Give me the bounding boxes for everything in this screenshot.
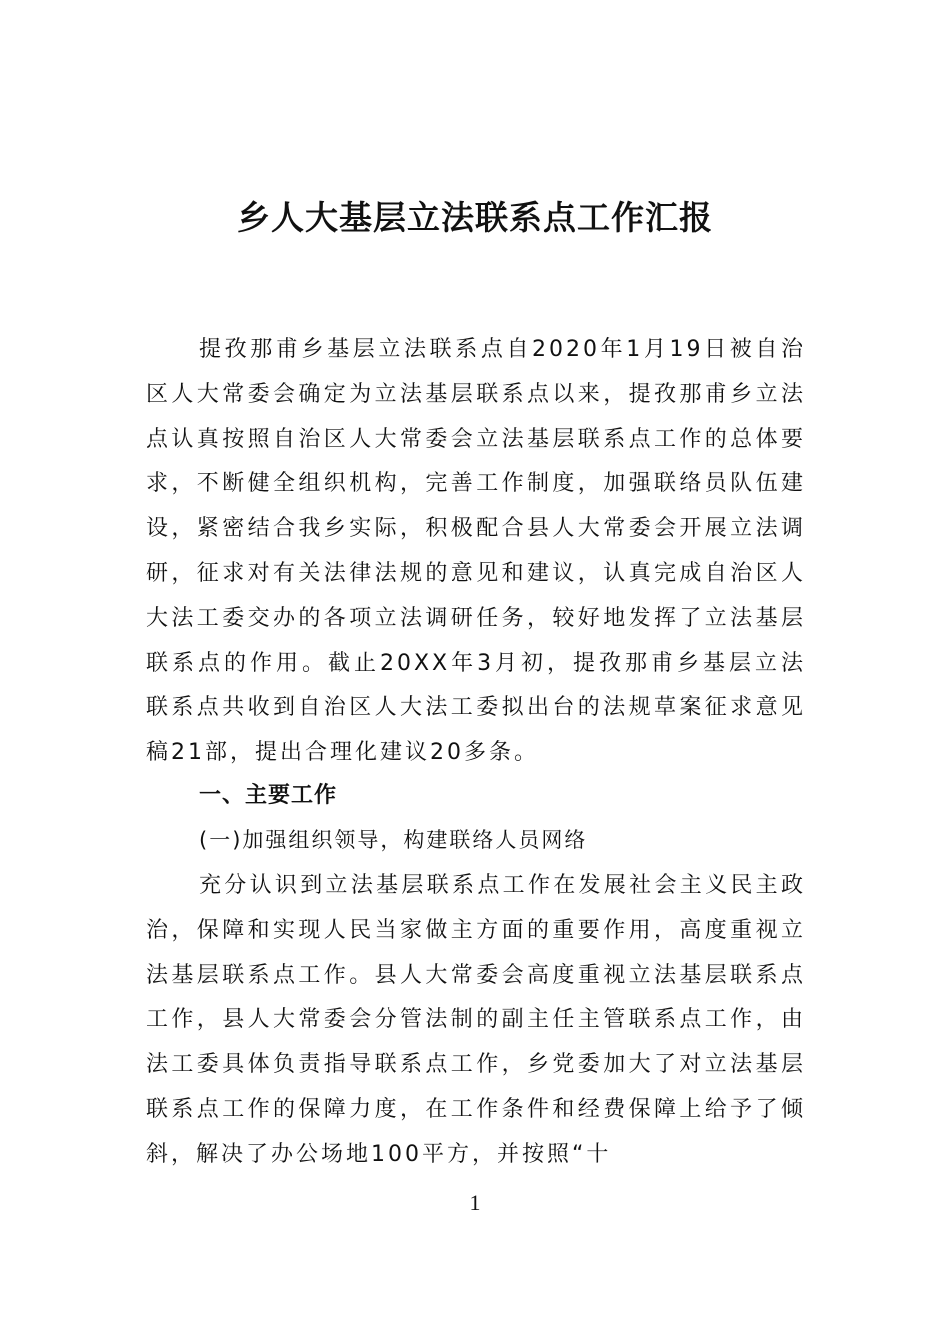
body-paragraph-block (146, 864, 806, 1178)
page-number: 1 (469, 1190, 481, 1215)
document-title: 乡人大基层立法联系点工作汇报 (237, 198, 713, 237)
intro-paragraph: 提孜那甫乡基层立法联系点自2020年1月19日被自治区人大常委会确定为立法基层联系点以来，提孜那甫乡立法点认真按照自治区人大常委会立法基层联系点工作的总体要求，不断健全组织机构，完善工作制度，加强联络员队伍建设，紧密结合我乡实际，积极配合县人大常委会开展立法调研，征求对有关法律法规的意见和建议，认真完成自治区人大法工委交办的各项立法调研任务，较好地发挥了立法基层联系点的作用。截止20XX年3月初，提孜那甫乡基层立法联系点共收到自治区人大法工委拟出台的法规草案征求意见稿21部，提出合理化建议20多条。 (146, 337, 806, 766)
section-heading: 一、主要工作 (199, 783, 338, 808)
body-paragraph: 充分认识到立法基层联系点工作在发展社会主义民主政治，保障和实现人民当家做主方面的重要作用，高度重视立法基层联系点工作。县人大常委会高度重视立法基层联系点工作，县人大常委会分管法制的副主任主管联系点工作，由法工委具体负责指导联系点工作，乡党委加大了对立法基层联系点工作的保障力度，在工作条件和经费保障上给予了倾斜，解决了办公场地100平方，并按照“十 (146, 873, 806, 1167)
intro-paragraph-block (146, 328, 806, 776)
subsection-heading: (一)加强组织领导，构建联络人员网络 (199, 828, 588, 852)
